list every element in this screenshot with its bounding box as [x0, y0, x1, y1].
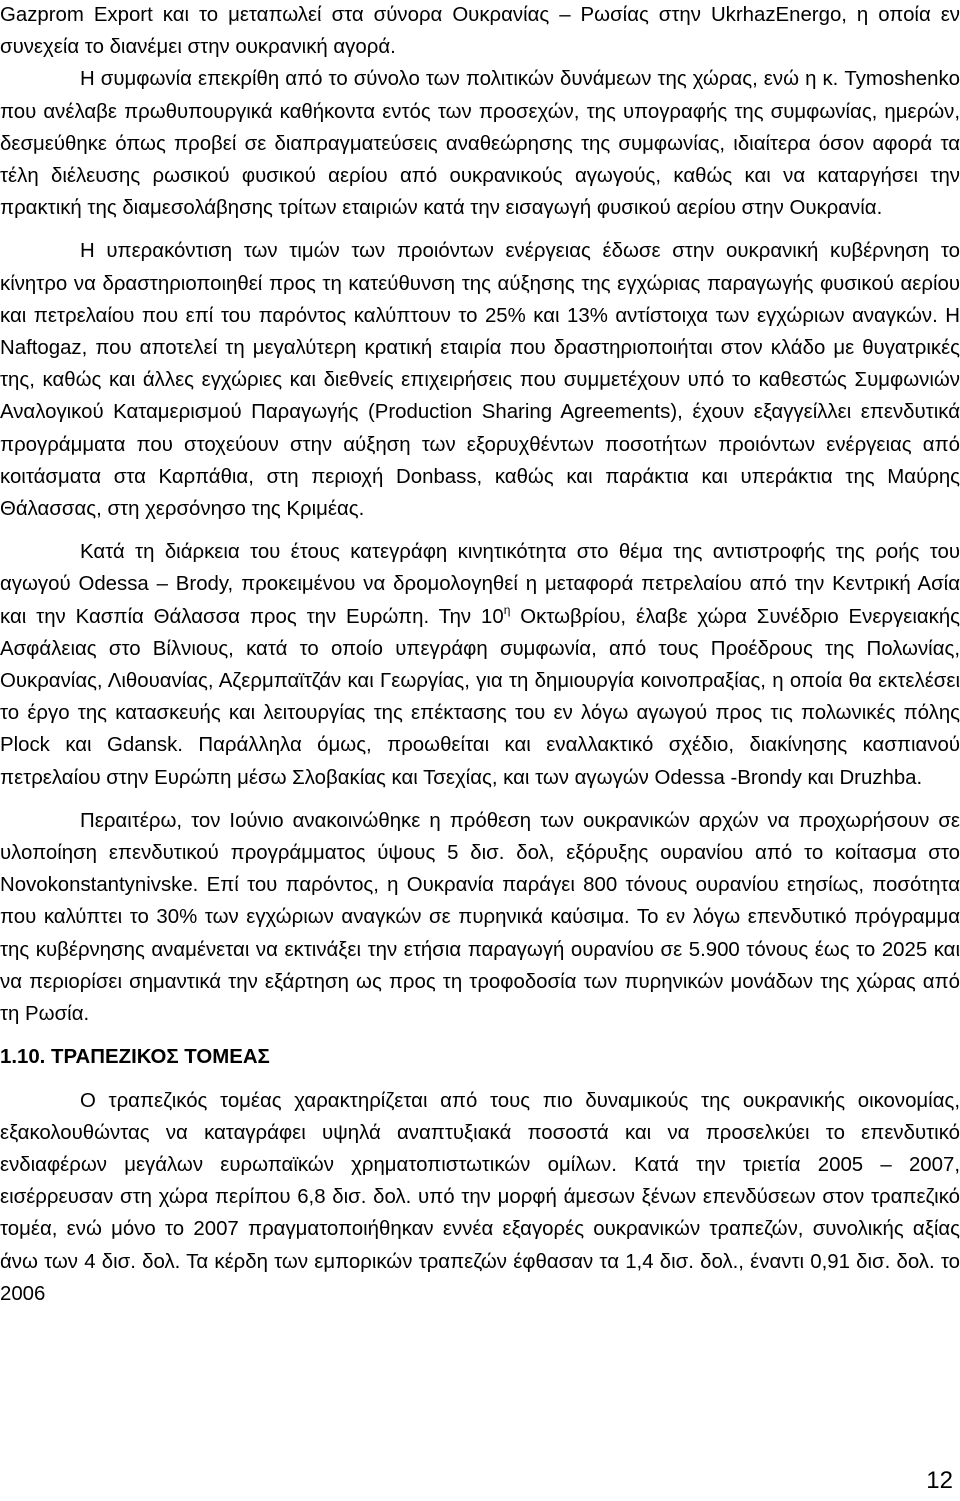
paragraph-energy-production: Η υπερακόντιση των τιμών των προιόντων ενέργειας έδωσε στην ουκρανική κυβέρνηση το κίνητρο να δραστηριοποιηθεί προς τη κατεύθυνση της αύξησης της εγχώριας παραγωγής φυσικού αερίου και πετρελαίου που επί του παρόντος καλύπτουν το 25% και 13% αντίστοιχα των εγχώριων αναγκών. Η Naftogaz, που αποτελεί τη μεγαλύτερη κρατική εταιρία που δραστηριοποιήται στον κλάδο με θυγατρικές της, καθώς και άλλες εγχώριες και διεθνείς επιχειρήσεις που συμμετέχουν υπό το καθεστώς Συμφωνιών Αναλογικού Καταμερισμού Παραγωγής (Production Sharing Agreements), έχουν εξαγγείλλει επενδυτικά προγράμματα που στοχεύουν στην αύξηση των εξορυχθέντων ποσοτήτων προιόντων ενέργειας από κοιτάσματα στα Καρπάθια, στη περιοχή Donbass, καθώς και παράκτια και υπεράκτια της Μαύρης Θάλασσας, στη χερσόνησο της Κριμέας. — [0, 240, 960, 521]
ordinal-superscript: η — [503, 602, 511, 617]
paragraph-uranium-investment: Περαιτέρω, τον Ιούνιο ανακοινώθηκε η πρόθεση των ουκρανικών αρχών να προχωρήσουν σε υλοποίηση επενδυτικού προγράμματος ύψους 5 δισ. δολ, εξόρυξης ουρανίου από το κοίτασμα στο Novokonstantynivske. Επί του παρόντος, η Ουκρανία παράγει 800 τόνους ουρανίου ετησίως, ποσότητα που καλύπτει το 30% των εγχώριων αναγκών σε πυρηνικά καύσιμα. Το εν λόγω επενδυτικό πρόγραμμα της κυβέρνησης αναμένεται να εκτινάξει την ετήσια παραγωγή ουρανίου σε 5.900 τόνους έως το 2025 και να περιορίσει σημαντικά την εξάρτηση ως προς τη τροφοδοσία των πυρηνικών μονάδων της χώρας από τη Ρωσία. — [0, 809, 960, 1026]
paragraph-text-before-superscript: Κατά τη διάρκεια του έτους κατεγράφη κινητικότητα στο θέμα της αντιστροφής της ροής του αγωγού Odessa – Brody, προκειμένου να δρομολογηθεί η μεταφορά πετρελαίου από την Κεντρική Ασία και την Κασπία Θάλασσα προς την Ευρώπη. Την 10 — [0, 541, 960, 628]
paragraph-text-after-superscript: Οκτωβρίου, έλαβε χώρα Συνέδριο Ενεργειακής Ασφάλειας στο Βίλνιους, κατά το οποίο υπεγράφη συμφωνία, από τους Προέδρους της Πολωνίας, Ουκρανίας, Λιθουανίας, Αζερμπαϊτζάν και Γεωργίας, για τη δημιουργία κοινοπραξίας, η οποία θα εκτελέσει το έργο της κατασκευής και λειτουργίας της επέκτασης του εν λόγω αγωγού προς τις πολωνικές πόλης Plock και Gdansk. Παράλληλα όμως, προωθείται και εναλλακτικό σχέδιο, διακίνησης κασπιανού πετρελαίου στην Ευρώπη μέσω Σλοβακίας και Τσεχίας, και των αγωγών Odessa -Brondy και Druzhba. — [0, 605, 960, 789]
section-heading: 1.10. ΤΡΑΠΕΖΙΚΟΣ ΤΟΜΕΑΣ — [0, 1046, 270, 1069]
paragraph-continued: Gazprom Export και το μεταπωλεί στα σύνορα Ουκρανίας – Ρωσίας στην UkrhazEnergo, η οποία εν συνεχεία το διανέμει στην ουκρανική αγορά. — [0, 4, 960, 59]
page-number: 12 — [926, 1467, 953, 1494]
paragraph-agreement-criticism: Η συμφωνία επεκρίθη από το σύνολο των πολιτικών δυνάμεων της χώρας, ενώ η κ. Tymoshenko που ανέλαβε πρωθυπουργικά καθήκοντα εντός των προσεχών, της υπογραφής της συμφωνίας, ημερών, δεσμεύθηκε όπως προβεί σε διαπραγματεύσεις αναθεώρησης της συμφωνίας, ιδιαίτερα όσον αφορά τα τέλη διέλευσης ρωσικού φυσικού αερίου από ουκρανικούς αγωγούς, καθώς και να καταργήσει την πρακτική της διαμεσολάβησης τρίτων εταιριών κατά την εισαγωγή φυσικού αερίου στην Ουκρανία. — [0, 68, 960, 220]
paragraph-banking-sector: Ο τραπεζικός τομέας χαρακτηρίζεται από τους πιο δυναμικούς της ουκρανικής οικονομίας, εξακολουθώντας να καταγράφει υψηλά αναπτυξιακά ποσοστά και να προσελκύει το επενδυτικό ενδιαφέρων μεγάλων ευρωπαϊκών χρηματοπιστωτικών ομίλων. Κατά την τριετία 2005 – 2007, εισέρρευσαν στη χώρα περίπου 6,8 δισ. δολ. υπό την μορφή άμεσων ξένων επενδύσεων στον τραπεζικό τομέα, ενώ μόνο το 2007 πραγματοποιήθηκαν εννέα εξαγορές ουκρανικών τραπεζών, συνολικής αξίας άνω των 4 δισ. δολ. Τα κέρδη των εμπορικών τραπεζών έφθασαν τα 1,4 δισ. δολ., έναντι 0,91 δισ. δολ. το 2006 — [0, 1089, 960, 1305]
paragraph-odessa-brody-pipeline — [0, 536, 960, 794]
